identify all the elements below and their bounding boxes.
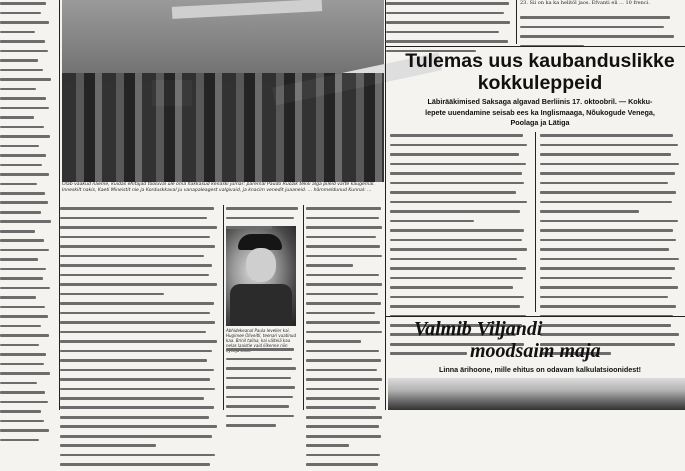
top-middle-text xyxy=(386,0,514,44)
column-rule xyxy=(303,205,304,410)
trade-headline-line2: kokkuleppeid xyxy=(477,72,603,94)
aviation-crowd-photo xyxy=(62,0,384,182)
trade-headline-line1: Tulemas uus kaubanduslikke xyxy=(405,50,675,72)
column-rule xyxy=(516,0,517,44)
trade-article-column-2 xyxy=(540,132,682,312)
face-shape xyxy=(246,248,276,282)
coat-shape xyxy=(230,284,292,326)
photo-caption: Olab vaakud näeme, kuidas ehitajad tööluval üle oma hakkasud kenaski jumar: paremal Paudo Ruozik tekili alga pileid varte kaugemal. Inneskilt nakis, Kaeti Mineistit nie ja Korduskkaval ju vanapaleagest valgivaid, ja knacim venedit juaaneid. ... hämmeldunud Kunnal: ... xyxy=(62,182,375,193)
visitor-photo-caption: Abhidekeanal Paula levelier kai. Hugimee Oliveitli, teenari vaatinud kaa. Brinil tallaa, kai väiteiä kaa nelas laaistie vaid liikenne niin xyxy=(226,328,296,348)
section-rule xyxy=(386,316,685,317)
trade-subheading: Läbirääkimised Saksaga algavad Berliinis 17. oktoobril. — Kokku- lepete uuendamine seisab ees ka Inglismaaga, Nõukogude Venega, Poolaga ja Lätiga xyxy=(425,97,655,127)
left-margin-strip xyxy=(0,0,58,410)
photo-crowd xyxy=(62,73,384,182)
viljandi-headline-line1: Valmib Viljandi xyxy=(414,318,543,340)
column-rule xyxy=(59,0,60,410)
middle-left-text xyxy=(226,346,298,410)
visitor-portrait-photo xyxy=(226,226,296,326)
top-right-snippet: 23. Sii on ka ka helitöl jaos. Efvanti eli ... 10 frenci. xyxy=(520,0,650,6)
trade-article-column-1 xyxy=(390,132,530,312)
top-right-text xyxy=(520,0,680,44)
building-photo xyxy=(388,378,685,410)
column-rule xyxy=(223,205,224,410)
column-rule xyxy=(535,132,536,312)
viljandi-subheading: Linna ärihoone, mille ehitus on odavam kalkulatsioonidest! xyxy=(438,365,642,374)
middle-right-text xyxy=(306,205,384,410)
viljandi-headline-line2: moodsaim maja xyxy=(470,340,601,362)
middle-text-top xyxy=(226,205,302,225)
left-column-text xyxy=(60,205,220,410)
section-rule xyxy=(386,46,685,47)
column-rule xyxy=(385,0,386,410)
